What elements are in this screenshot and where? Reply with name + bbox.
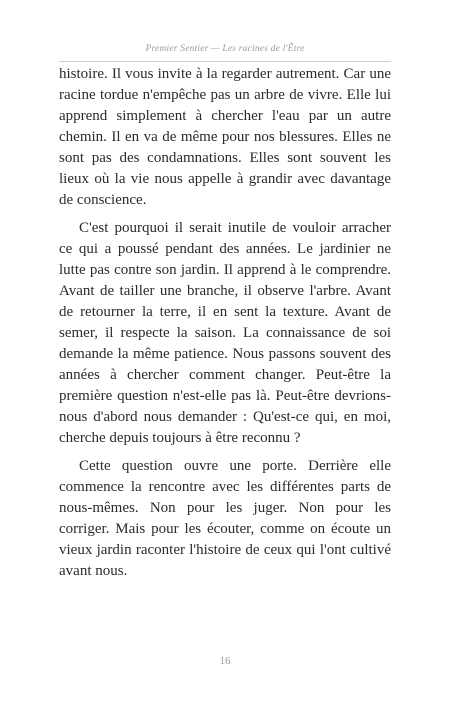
paragraph-1: histoire. Il vous invite à la regarder autrement. Car une racine tordue n'empêche pas un arbre de vivre. Elle lui apprend simplement à chercher l'eau par un autre chemin. Il en va de même pour nos blessures. Elles ne sont pas des condamnations. Elles sont souvent les lieux où la vie nous appelle à grandir avec davantage de conscience.: [59, 66, 391, 208]
body-text: [59, 64, 391, 582]
paragraph-2: C'est pourquoi il serait inutile de vouloir arracher ce qui a poussé pendant des années. Le jardinier ne lutte pas contre son jardin. Il apprend à le comprendre. Avant de tailler une branche, il observe l'arbre. Avant de retourner la terre, il en sent la texture. Avant de semer, il respecte la saison. La connaissance de soi demande la même patience. Nous passons souvent des années à chercher comment changer. Peut-être la première question n'est-elle pas là. Peut-être devrions-nous d'abord nous demander : Qu'est-ce qui, en moi, cherche depuis toujours à être reconnu ?: [59, 220, 391, 446]
header-divider: [59, 61, 391, 62]
paragraph-3: Cette question ouvre une porte. Derrière elle commence la rencontre avec les différentes parts de nous-mêmes. Non pour les juger. Non pour les corriger. Mais pour les écouter, comme on écoute un vieux jardin raconter l'histoire de ceux qui l'ont cultivé avant nous.: [59, 458, 391, 579]
running-header: Premier Sentier — Les racines de l'Être: [145, 44, 305, 54]
page-number: 16: [219, 655, 231, 667]
